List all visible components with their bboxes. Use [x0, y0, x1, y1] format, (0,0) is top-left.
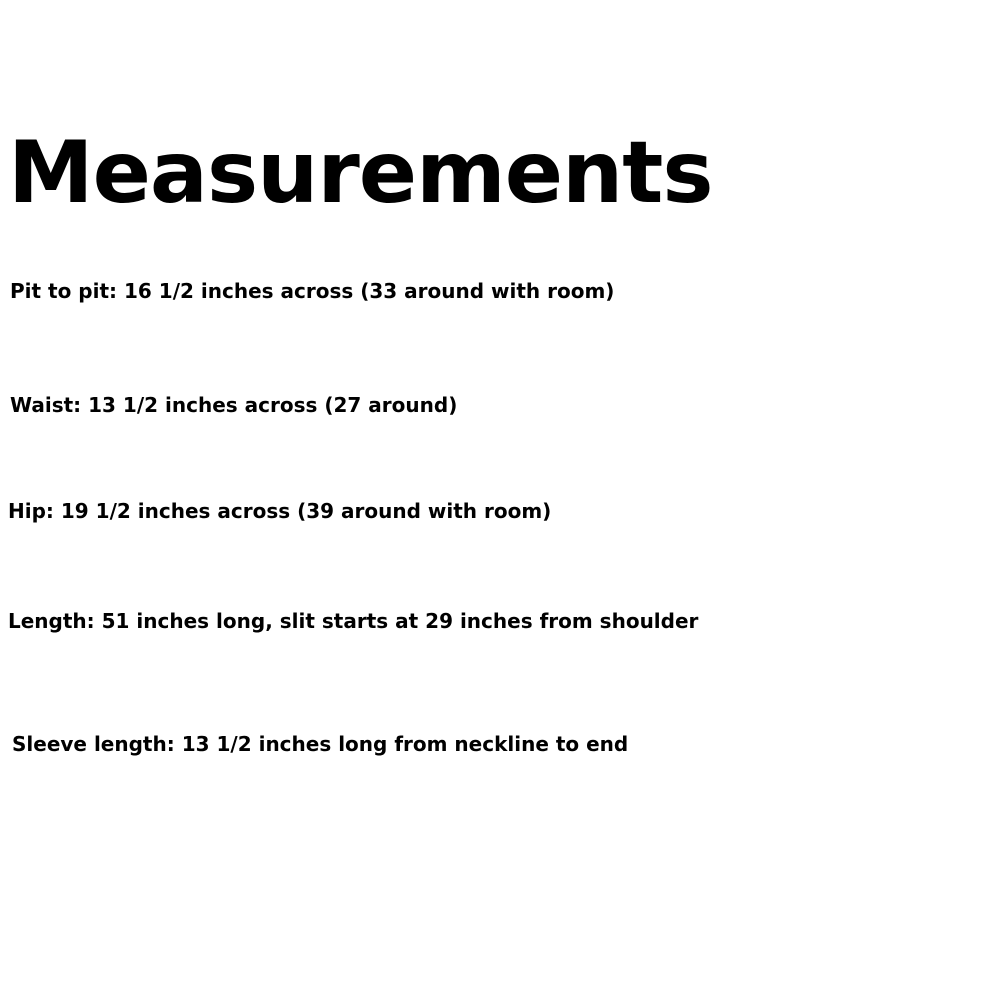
measurement-length: Length: 51 inches long, slit starts at 29 inches from shoulder: [8, 609, 699, 633]
measurement-sleeve-length: Sleeve length: 13 1/2 inches long from neckline to end: [12, 732, 629, 756]
measurement-pit-to-pit: Pit to pit: 16 1/2 inches across (33 around with room): [10, 279, 615, 303]
measurement-waist: Waist: 13 1/2 inches across (27 around): [10, 393, 458, 417]
page-title: Measurements: [8, 123, 713, 223]
measurement-hip: Hip: 19 1/2 inches across (39 around with room): [8, 499, 552, 523]
